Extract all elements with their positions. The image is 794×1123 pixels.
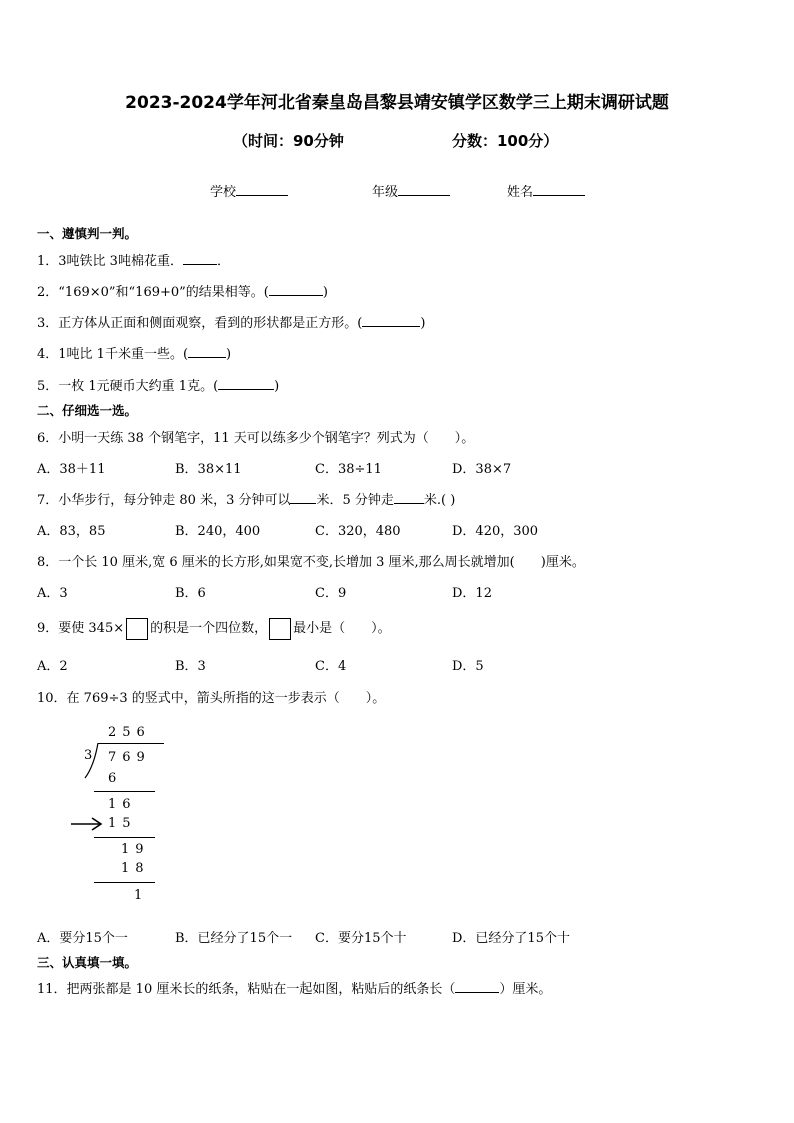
question-7: 7．小华步行，每分钟走 80 米，3 分钟可以 米．5 分钟走 米.( )	[37, 493, 456, 508]
school-blank[interactable]	[236, 182, 288, 196]
q9-option-c[interactable]: C．4	[315, 659, 347, 674]
school-label: 学校	[210, 185, 237, 200]
question-8: 8．一个长 10 厘米,宽 6 厘米的长方形,如果宽不变,长增加 3 厘米,那么周长就增加( )厘米。	[37, 555, 585, 570]
school-field	[210, 181, 288, 200]
question-5: 5．一枚 1元硬币大约重 1克。( )	[37, 379, 280, 394]
answer-blank[interactable]	[188, 345, 226, 358]
q6-option-b[interactable]: B．38×11	[175, 462, 242, 477]
division-step: 19	[121, 842, 150, 857]
section-heading-1: 一、遵慎判一判。	[37, 226, 138, 241]
answer-blank[interactable]	[183, 252, 217, 265]
answer-blank[interactable]	[362, 314, 420, 327]
q8-option-a[interactable]: A．3	[37, 586, 68, 601]
q6-option-a[interactable]: A．38＋11	[37, 462, 106, 477]
division-step: 6	[108, 771, 123, 786]
answer-blank[interactable]	[218, 377, 274, 390]
question-6: 6．小明一天练 38 个钢笔字，11 天可以练多少个钢笔字？列式为（ ）。	[37, 431, 475, 446]
page-title: 2023-2024学年河北省秦皇岛昌黎县靖安镇学区数学三上期末调研试题	[125, 93, 669, 113]
q9-option-a[interactable]: A．2	[37, 659, 68, 674]
answer-blank[interactable]	[290, 491, 316, 504]
answer-blank[interactable]	[394, 491, 424, 504]
q7-option-d[interactable]: D．420，300	[452, 524, 539, 539]
division-step: 16	[108, 797, 137, 812]
division-line	[94, 837, 155, 838]
grade-label: 年级	[372, 185, 399, 200]
division-step: 18	[121, 861, 150, 876]
division-line	[94, 791, 155, 792]
q8-option-c[interactable]: C．9	[315, 586, 347, 601]
grade-blank[interactable]	[398, 182, 450, 196]
answer-blank[interactable]	[455, 980, 499, 993]
question-3: 3．正方体从正面和侧面观察，看到的形状都是正方形。( )	[37, 316, 426, 331]
division-dividend: 769	[108, 750, 151, 765]
answer-blank[interactable]	[269, 283, 323, 296]
section-heading-3: 三、认真填一填。	[37, 955, 138, 970]
grade-field	[372, 181, 450, 200]
exam-time: （时间：90分钟	[233, 132, 344, 150]
question-1: 1．3吨铁比 3吨棉花重． ．	[37, 254, 230, 269]
question-9: 9．要使 345× 的积是一个四位数， 最小是（ ）。	[37, 617, 391, 640]
answer-box[interactable]	[126, 618, 148, 640]
q8-option-b[interactable]: B．6	[175, 586, 206, 601]
division-line	[94, 882, 155, 883]
q10-option-a[interactable]: A．要分15个一	[37, 931, 128, 946]
section-heading-2: 二、仔细选一选。	[37, 403, 138, 418]
q7-option-b[interactable]: B．240，400	[175, 524, 261, 539]
q10-option-d[interactable]: D．已经分了15个十	[452, 931, 570, 946]
question-10: 10．在 769÷3 的竖式中，箭头所指的这一步表示（ ）。	[37, 691, 386, 706]
question-2: 2．“169×0”和“169+0”的结果相等。( )	[37, 285, 328, 300]
arrow-right-icon	[70, 817, 104, 831]
question-4: 4．1吨比 1千米重一些。( )	[37, 347, 232, 362]
division-remainder: 1	[134, 888, 149, 903]
q9-option-b[interactable]: B．3	[175, 659, 206, 674]
q10-option-c[interactable]: C．要分15个十	[315, 931, 407, 946]
division-bar	[98, 743, 164, 744]
q8-option-d[interactable]: D．12	[452, 586, 492, 601]
q9-option-d[interactable]: D．5	[452, 659, 484, 674]
name-label: 姓名	[507, 185, 534, 200]
answer-box[interactable]	[269, 618, 291, 640]
q7-option-c[interactable]: C．320，480	[315, 524, 401, 539]
division-quotient: 256	[108, 725, 151, 740]
q6-option-d[interactable]: D．38×7	[452, 462, 512, 477]
exam-score: 分数：100分）	[452, 132, 559, 150]
q7-option-a[interactable]: A．83，85	[37, 524, 106, 539]
name-field	[507, 181, 585, 200]
q10-option-b[interactable]: B．已经分了15个一	[175, 931, 293, 946]
division-divisor: 3	[84, 748, 99, 763]
question-11: 11．把两张都是 10 厘米长的纸条，粘贴在一起如图，粘贴后的纸条长（ ）厘米。	[37, 982, 552, 997]
q6-option-c[interactable]: C．38÷11	[315, 462, 382, 477]
name-blank[interactable]	[533, 182, 585, 196]
division-step: 15	[108, 816, 137, 831]
